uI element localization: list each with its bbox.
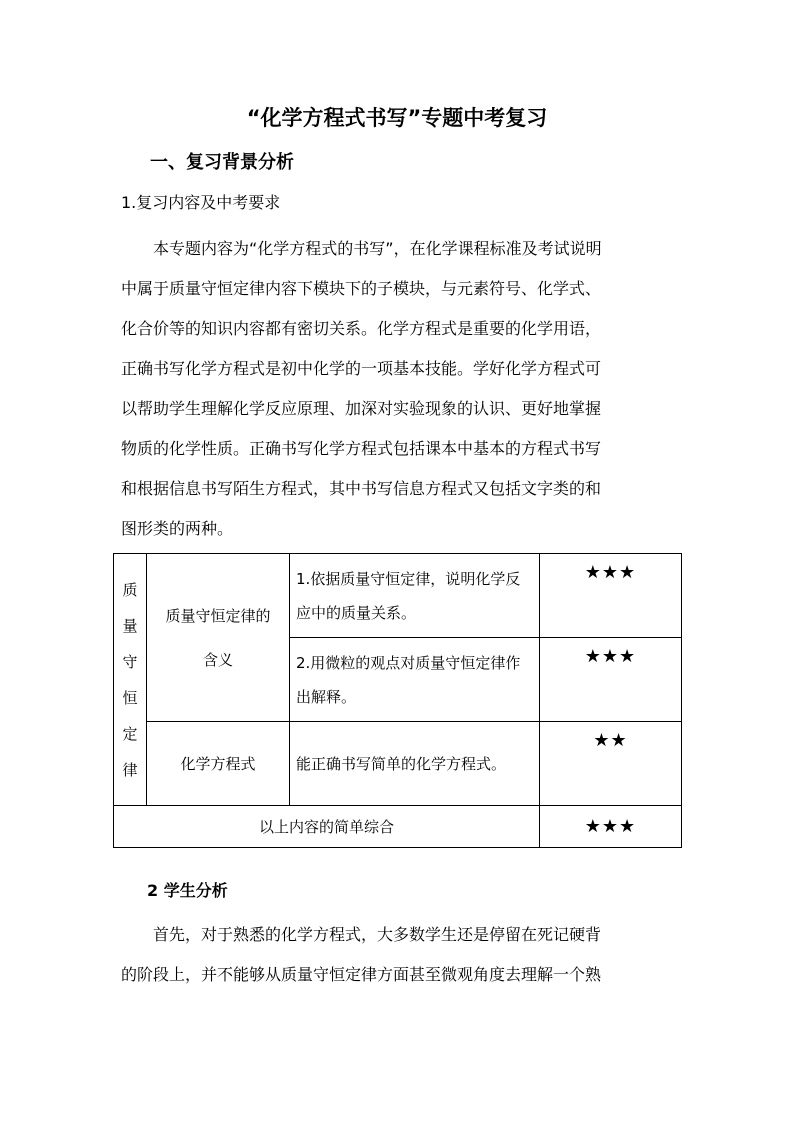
level-stars-summary: ★★★ bbox=[540, 806, 682, 848]
topic-cell-equation: 化学方程式 bbox=[147, 722, 290, 806]
category-char: 律 bbox=[122, 760, 138, 779]
analysis-line-1: 首先，对于熟悉的化学方程式，大多数学生还是停留在死记硬背 bbox=[153, 925, 602, 944]
table-row bbox=[114, 722, 682, 806]
level-stars-2: ★★★ bbox=[540, 638, 682, 722]
analysis-line-2: 的阶段上，并不能够从质量守恒定律方面甚至微观角度去理解一个熟 bbox=[121, 965, 602, 984]
requirement-cell-1: 1.依据质量守恒定律，说明化学反应中的质量关系。 bbox=[290, 554, 540, 638]
intro-line-6: 物质的化学性质。正确书写化学方程式包括课本中基本的方程式书写 bbox=[121, 439, 602, 458]
requirement-cell-2: 2.用微粒的观点对质量守恒定律作出解释。 bbox=[290, 638, 540, 722]
category-cell bbox=[114, 554, 147, 806]
category-char: 守 bbox=[122, 652, 138, 671]
subsection-heading-requirements: 1.复习内容及中考要求 bbox=[121, 193, 281, 212]
topic-cell-conservation: 质量守恒定律的含义 bbox=[147, 554, 290, 722]
requirements-table bbox=[113, 553, 682, 848]
table-row bbox=[114, 554, 682, 638]
intro-line-4: 正确书写化学方程式是初中化学的一项基本技能。学好化学方程式可 bbox=[121, 359, 602, 378]
section-heading-background: 一、复习背景分析 bbox=[150, 152, 294, 173]
category-char: 定 bbox=[122, 724, 138, 743]
intro-line-2: 中属于质量守恒定律内容下模块下的子模块，与元素符号、化学式、 bbox=[121, 279, 602, 298]
category-char: 恒 bbox=[122, 688, 138, 707]
level-stars-1: ★★★ bbox=[540, 554, 682, 638]
intro-line-1: 本专题内容为“化学方程式的书写”，在化学课程标准及考试说明 bbox=[153, 239, 602, 258]
intro-line-5: 以帮助学生理解化学反应原理、加深对实验现象的认识、更好地掌握 bbox=[121, 399, 602, 418]
intro-line-7: 和根据信息书写陌生方程式，其中书写信息方程式又包括文字类的和 bbox=[121, 479, 602, 498]
table-row bbox=[114, 806, 682, 848]
page-title: “化学方程式书写”专题中考复习 bbox=[246, 106, 548, 130]
summary-cell: 以上内容的简单综合 bbox=[114, 806, 540, 848]
intro-line-3: 化合价等的知识内容都有密切关系。化学方程式是重要的化学用语， bbox=[121, 319, 602, 338]
level-stars-3: ★★ bbox=[540, 722, 682, 806]
category-char: 质 bbox=[122, 580, 138, 599]
requirement-cell-3: 能正确书写简单的化学方程式。 bbox=[290, 722, 540, 806]
subsection-heading-student-analysis: 2 学生分析 bbox=[147, 881, 228, 900]
category-char: 量 bbox=[122, 616, 138, 635]
intro-line-8: 图形类的两种。 bbox=[121, 519, 234, 538]
